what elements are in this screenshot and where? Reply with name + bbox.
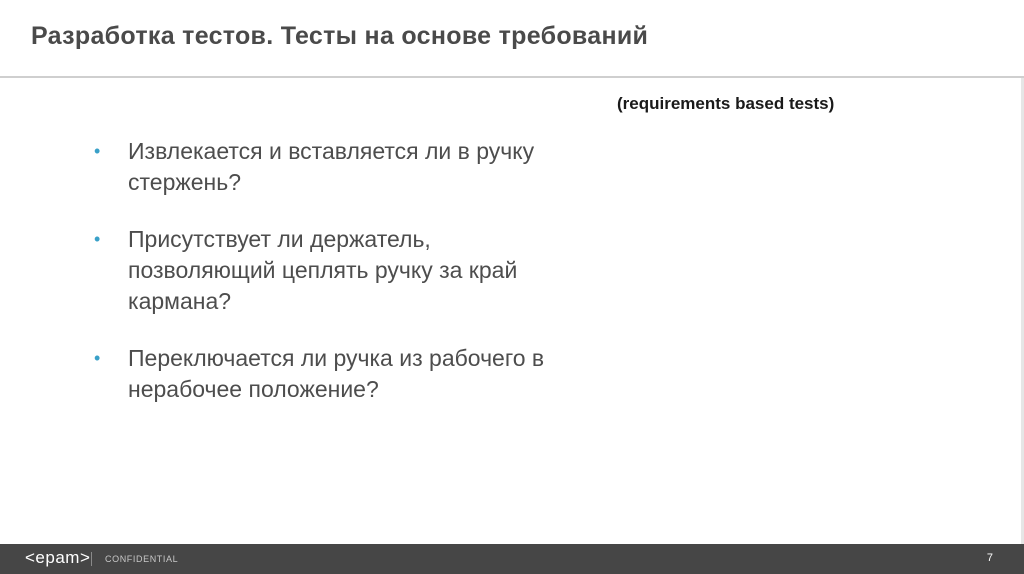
bullet-marker-icon: •	[94, 141, 101, 161]
bullet-text: Переключается ли ручка из рабочего в нерабочее положение?	[128, 345, 545, 402]
slide-title: Разработка тестов. Тесты на основе требований	[31, 22, 649, 50]
bullet-item	[92, 343, 572, 405]
bullet-marker-icon: •	[94, 229, 101, 249]
epam-logo: <epam>	[25, 548, 91, 567]
confidential-label: CONFIDENTIAL	[105, 554, 179, 564]
bullet-item	[92, 224, 572, 317]
footer-bar	[0, 544, 1024, 574]
slide-subtitle: (requirements based tests)	[617, 94, 835, 113]
title-bar	[0, 0, 1024, 76]
bullet-text: Извлекается и вставляется ли в ручку стержень?	[128, 138, 535, 195]
bullet-list	[92, 136, 572, 431]
footer-divider	[91, 552, 92, 566]
bullet-text: Присутствует ли держатель, позволяющий цеплять ручку за край кармана?	[128, 226, 518, 314]
page-number: 7	[986, 552, 993, 564]
bullet-marker-icon: •	[94, 348, 101, 368]
bullet-item	[92, 136, 572, 198]
title-divider	[0, 76, 1024, 78]
